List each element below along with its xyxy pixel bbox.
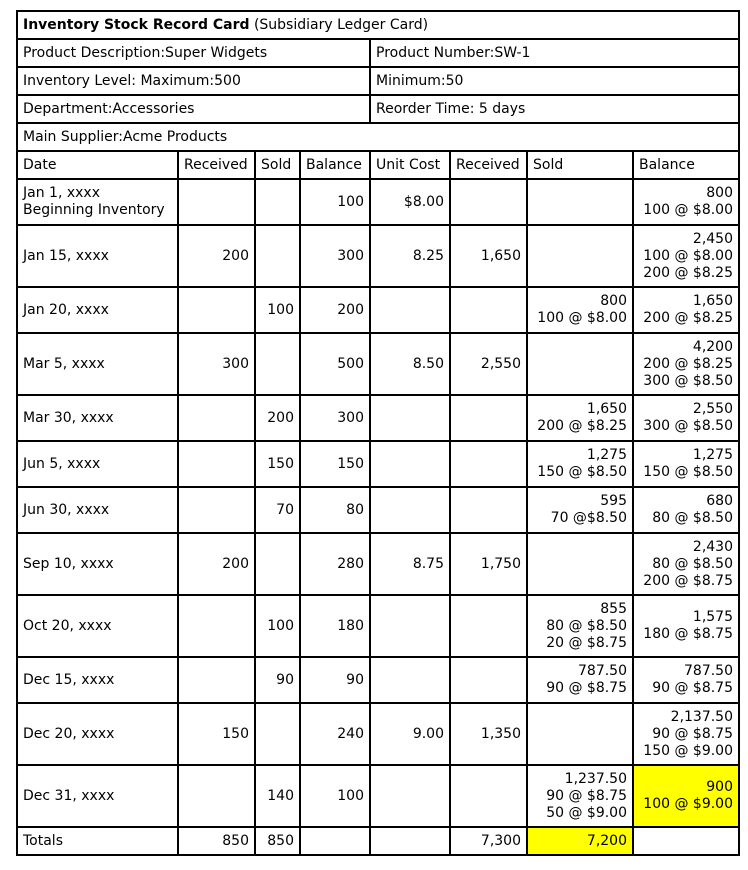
row-cost-sold: [527, 287, 633, 333]
ledger-row: [17, 487, 739, 533]
cost-balance-line: 80 @ $8.50: [652, 510, 733, 526]
cost-balance-line: 180 @ $8.75: [643, 626, 733, 642]
row-date: [17, 595, 178, 657]
ledger-row: [17, 703, 739, 765]
ledger-row: [17, 657, 739, 703]
row-units-balance: 180: [300, 595, 370, 657]
row-cost-sold: [527, 179, 633, 225]
date-line: Mar 30, xxxx: [23, 409, 114, 426]
cost-sold-line: 20 @ $8.75: [546, 634, 627, 651]
row-date: [17, 703, 178, 765]
row-date: [17, 333, 178, 395]
row-unit-cost: [370, 287, 450, 333]
column-header-row: [17, 151, 739, 179]
header-cost-balance: Balance: [633, 151, 739, 179]
row-unit-cost: [370, 395, 450, 441]
row-unit-cost: 9.00: [370, 703, 450, 765]
row-units-sold: [255, 333, 300, 395]
row-units-balance: 80: [300, 487, 370, 533]
row-unit-cost: [370, 765, 450, 827]
date-line: Oct 20, xxxx: [23, 617, 112, 634]
row-units-received: 150: [178, 703, 255, 765]
card-title: Inventory Stock Record Card: [23, 16, 250, 33]
cost-balance-line: 200 @ $8.75: [643, 572, 733, 589]
date-line: Jan 1, xxxx: [23, 185, 100, 201]
main-supplier: Main Supplier:Acme Products: [17, 123, 739, 151]
row-date: [17, 487, 178, 533]
row-unit-cost: [370, 595, 450, 657]
row-cost-sold: [527, 441, 633, 487]
cost-sold-line: 1,275: [586, 447, 627, 463]
cost-sold-line: 150 @ $8.50: [537, 464, 627, 480]
cost-balance-line: 200 @ $8.25: [643, 310, 733, 326]
row-unit-cost: 8.75: [370, 533, 450, 595]
row-cost-received: 1,750: [450, 533, 527, 595]
row-unit-cost: [370, 487, 450, 533]
row-cost-sold: [527, 657, 633, 703]
cost-sold-line: 200 @ $8.25: [537, 418, 627, 434]
row-date: [17, 225, 178, 287]
row-cost-balance: [633, 395, 739, 441]
row-units-sold: 140: [255, 765, 300, 827]
row-units-received: [178, 441, 255, 487]
row-date: [17, 287, 178, 333]
totals-cost-sold: 7,200: [527, 827, 633, 855]
cost-balance-line: 900: [706, 779, 733, 795]
product-number: Product Number:SW-1: [370, 39, 739, 67]
row-cost-received: [450, 765, 527, 827]
cost-sold-line: 100 @ $8.00: [537, 310, 627, 326]
cost-balance-line: 787.50: [684, 663, 733, 679]
totals-units-sold: 850: [255, 827, 300, 855]
header-units-received: Received: [178, 151, 255, 179]
row-units-balance: 240: [300, 703, 370, 765]
row-date: [17, 179, 178, 225]
ledger-row: [17, 395, 739, 441]
ledger-row: [17, 595, 739, 657]
row-units-balance: 200: [300, 287, 370, 333]
cost-balance-line: 1,275: [692, 447, 733, 463]
ledger-row: [17, 287, 739, 333]
cost-sold-line: 855: [600, 600, 627, 617]
row-cost-received: [450, 287, 527, 333]
row-unit-cost: $8.00: [370, 179, 450, 225]
row-unit-cost: [370, 657, 450, 703]
cost-balance-line: 1,575: [692, 609, 733, 625]
ledger-row: [17, 225, 739, 287]
cost-balance-line: 300 @ $8.50: [643, 372, 733, 389]
row-units-received: [178, 179, 255, 225]
date-line: Beginning Inventory: [23, 202, 165, 218]
cost-balance-line: 4,200: [692, 338, 733, 355]
row-units-balance: 90: [300, 657, 370, 703]
date-line: Dec 31, xxxx: [23, 787, 115, 804]
cost-balance-line: 2,550: [692, 401, 733, 417]
ledger-row: [17, 441, 739, 487]
row-cost-received: [450, 395, 527, 441]
totals-cost-balance: [633, 827, 739, 855]
card-subtitle: (Subsidiary Ledger Card): [253, 16, 429, 33]
cost-balance-line: 150 @ $9.00: [643, 742, 733, 759]
row-units-balance: 100: [300, 179, 370, 225]
cost-sold-line: 1,237.50: [564, 770, 627, 787]
date-line: Jan 20, xxxx: [23, 301, 109, 318]
row-units-received: 300: [178, 333, 255, 395]
row-units-sold: 100: [255, 595, 300, 657]
row-cost-balance: [633, 179, 739, 225]
totals-units-received: 850: [178, 827, 255, 855]
ledger-row: [17, 179, 739, 225]
totals-unit-cost: [370, 827, 450, 855]
row-cost-sold: [527, 765, 633, 827]
row-units-received: [178, 595, 255, 657]
date-line: Jan 15, xxxx: [23, 247, 109, 264]
row-cost-sold: [527, 333, 633, 395]
row-date: [17, 657, 178, 703]
inventory-stock-record-card: [16, 10, 740, 856]
cost-sold-line: 800: [600, 293, 627, 309]
cost-balance-line: 100 @ $8.00: [643, 247, 733, 264]
row-units-received: 200: [178, 533, 255, 595]
card-title-cell: [17, 11, 739, 39]
cost-sold-line: 90 @ $8.75: [546, 680, 627, 696]
product-description: Product Description:Super Widgets: [17, 39, 370, 67]
row-cost-sold: [527, 395, 633, 441]
row-units-received: [178, 287, 255, 333]
row-cost-sold: [527, 533, 633, 595]
cost-sold-line: 80 @ $8.50: [546, 617, 627, 634]
cost-balance-line: 800: [706, 185, 733, 201]
inventory-minimum: Minimum:50: [370, 67, 739, 95]
row-units-balance: 280: [300, 533, 370, 595]
row-cost-balance: [633, 487, 739, 533]
row-cost-sold: [527, 487, 633, 533]
row-units-balance: 300: [300, 395, 370, 441]
row-cost-balance: [633, 333, 739, 395]
row-cost-balance: [633, 441, 739, 487]
totals-units-balance: [300, 827, 370, 855]
row-units-received: [178, 657, 255, 703]
inventory-level: Inventory Level: Maximum:500: [17, 67, 370, 95]
totals-cost-received: 7,300: [450, 827, 527, 855]
cost-sold-line: 1,650: [586, 401, 627, 417]
cost-balance-line: 90 @ $8.75: [652, 680, 733, 696]
row-units-sold: [255, 179, 300, 225]
row-units-balance: 100: [300, 765, 370, 827]
cost-balance-line: 680: [706, 493, 733, 509]
date-line: Sep 10, xxxx: [23, 555, 114, 572]
row-units-sold: [255, 703, 300, 765]
row-cost-balance: [633, 595, 739, 657]
row-cost-received: [450, 441, 527, 487]
row-units-sold: 100: [255, 287, 300, 333]
row-unit-cost: 8.50: [370, 333, 450, 395]
cost-balance-line: 200 @ $8.25: [643, 264, 733, 281]
cost-sold-line: 595: [600, 493, 627, 509]
row-units-sold: [255, 533, 300, 595]
row-cost-received: [450, 487, 527, 533]
row-cost-balance: [633, 287, 739, 333]
row-cost-sold: [527, 225, 633, 287]
cost-balance-line: 2,450: [692, 230, 733, 247]
row-cost-balance: [633, 225, 739, 287]
header-unit-cost: Unit Cost: [370, 151, 450, 179]
header-date: Date: [17, 151, 178, 179]
row-cost-received: [450, 179, 527, 225]
row-cost-received: 2,550: [450, 333, 527, 395]
cost-balance-line: 1,650: [692, 293, 733, 309]
cost-sold-line: 70 @$8.50: [550, 510, 627, 526]
row-units-balance: 300: [300, 225, 370, 287]
ledger-row: [17, 765, 739, 827]
row-units-sold: 70: [255, 487, 300, 533]
row-cost-balance: [633, 657, 739, 703]
row-cost-received: [450, 657, 527, 703]
department: Department:Accessories: [17, 95, 370, 123]
row-units-received: [178, 487, 255, 533]
row-units-sold: 90: [255, 657, 300, 703]
date-line: Jun 5, xxxx: [23, 455, 101, 472]
cost-sold-line: 90 @ $8.75: [546, 787, 627, 804]
cost-balance-line: 2,137.50: [670, 708, 733, 725]
cost-balance-line: 300 @ $8.50: [643, 418, 733, 434]
totals-row: [17, 827, 739, 855]
cost-balance-line: 90 @ $8.75: [652, 725, 733, 742]
row-units-received: 200: [178, 225, 255, 287]
row-cost-received: 1,650: [450, 225, 527, 287]
row-cost-received: 1,350: [450, 703, 527, 765]
row-date: [17, 441, 178, 487]
row-units-received: [178, 765, 255, 827]
date-line: Dec 15, xxxx: [23, 671, 115, 688]
cost-balance-line: 100 @ $9.00: [643, 796, 733, 812]
row-units-received: [178, 395, 255, 441]
cost-sold-line: 50 @ $9.00: [546, 804, 627, 821]
row-date: [17, 395, 178, 441]
row-unit-cost: 8.25: [370, 225, 450, 287]
row-cost-balance: [633, 533, 739, 595]
row-units-sold: 150: [255, 441, 300, 487]
ledger-row: [17, 533, 739, 595]
cost-balance-line: 200 @ $8.25: [643, 355, 733, 372]
ledger-row: [17, 333, 739, 395]
date-line: Jun 30, xxxx: [23, 501, 110, 518]
header-units-sold: Sold: [255, 151, 300, 179]
header-cost-sold: Sold: [527, 151, 633, 179]
row-cost-balance: [633, 765, 739, 827]
row-units-sold: [255, 225, 300, 287]
reorder-time: Reorder Time: 5 days: [370, 95, 739, 123]
cost-sold-line: 787.50: [578, 663, 627, 679]
row-unit-cost: [370, 441, 450, 487]
row-units-balance: 500: [300, 333, 370, 395]
date-line: Dec 20, xxxx: [23, 725, 115, 742]
totals-label: Totals: [17, 827, 178, 855]
row-date: [17, 533, 178, 595]
row-cost-sold: [527, 595, 633, 657]
row-cost-received: [450, 595, 527, 657]
row-date: [17, 765, 178, 827]
cost-balance-line: 100 @ $8.00: [643, 202, 733, 218]
header-cost-received: Received: [450, 151, 527, 179]
row-cost-balance: [633, 703, 739, 765]
cost-balance-line: 80 @ $8.50: [652, 555, 733, 572]
row-units-balance: 150: [300, 441, 370, 487]
header-units-balance: Balance: [300, 151, 370, 179]
date-line: Mar 5, xxxx: [23, 355, 105, 372]
row-cost-sold: [527, 703, 633, 765]
cost-balance-line: 150 @ $8.50: [643, 464, 733, 480]
row-units-sold: 200: [255, 395, 300, 441]
cost-balance-line: 2,430: [692, 538, 733, 555]
